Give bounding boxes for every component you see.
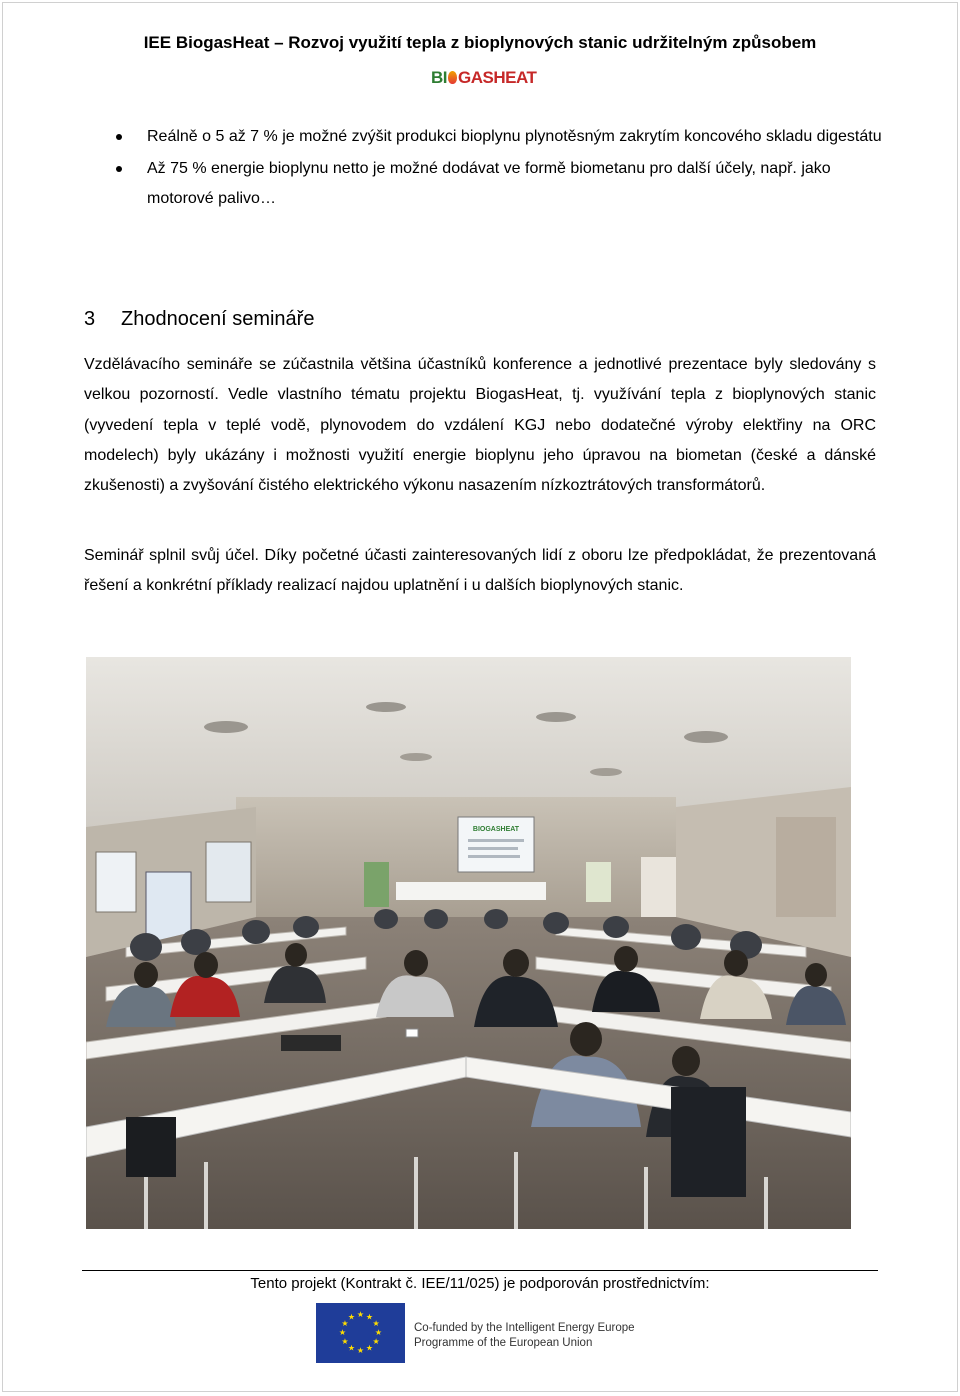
svg-text:★: ★	[372, 1319, 380, 1328]
seminar-photo	[86, 657, 851, 1229]
section-title: Zhodnocení semináře	[121, 308, 315, 330]
screen-logo: BIOGASHEAT	[472, 826, 520, 833]
logo-text-bi: BI	[431, 68, 447, 87]
flame-icon	[448, 71, 457, 84]
paragraph: Seminář splnil svůj účel. Díky početné účasti zainteresovaných lidí z oboru lze předpokládat, že prezentovaná řešení a konkrétní příklady realizací najdou uplatnění i u dalších bioplynových stanic.	[84, 547, 876, 595]
bullet-icon	[116, 134, 122, 140]
eu-text-line-1: Co-funded by the Intelligent Energy Europe	[414, 1322, 635, 1334]
footer-divider	[82, 1270, 878, 1271]
svg-text:★: ★	[338, 1328, 347, 1337]
section-number: 3	[84, 308, 96, 330]
svg-text:★: ★	[356, 1346, 365, 1355]
bullet-icon	[116, 166, 122, 172]
footer-text: Tento projekt (Kontrakt č. IEE/11/025) je podporován prostřednictvím:	[250, 1275, 710, 1292]
svg-text:★: ★	[356, 1310, 365, 1319]
svg-text:★: ★	[347, 1343, 356, 1353]
eu-text-line-2: Programme of the European Union	[414, 1337, 593, 1349]
svg-text:★: ★	[365, 1312, 374, 1322]
eu-cofunding-text	[414, 1321, 635, 1351]
biogasheat-logo	[431, 68, 541, 92]
list-item	[112, 122, 882, 152]
svg-text:★: ★	[341, 1337, 349, 1346]
svg-text:★: ★	[372, 1337, 380, 1346]
list-item-text: Až 75 % energie bioplynu netto je možné dodávat ve formě biometanu pro další účely, např. jako motorové palivo…	[147, 160, 831, 207]
eu-stars-icon	[316, 1303, 405, 1363]
logo-text-gas: GAS	[458, 68, 494, 87]
svg-text:★: ★	[347, 1312, 356, 1322]
seminar-room-illustration	[86, 657, 851, 1229]
document-header-title: IEE BiogasHeat – Rozvoj využití tepla z bioplynových stanic udržitelným způsobem	[143, 33, 817, 52]
list-item	[112, 154, 882, 214]
eu-flag-icon	[316, 1303, 405, 1363]
list-item-text: Reálně o 5 až 7 % je možné zvýšit produkci bioplynu plynotěsným zakrytím koncového skladu digestátu	[147, 128, 882, 145]
logo-text-heat: HEAT	[493, 68, 537, 87]
svg-text:★: ★	[374, 1328, 383, 1337]
bullet-list	[112, 122, 882, 216]
svg-text:★: ★	[365, 1343, 374, 1353]
paragraph: Vzdělávacího semináře se zúčastnila většina účastníků konference a jednotlivé prezentace byly sledovány s velkou pozorností. Vedle vlastního tématu projektu BiogasHeat, tj. využívání tepla z bioplynových stanic (vyvedení tepla v teplé vodě, plynovodem do vzdálení KGJ nebo dodatečné výroby elektřiny na ORC modelech) byly ukázány i možnosti využití energie bioplynu jeho úpravou na biometan (české a dánské zkušenosti) a zvyšování čistého elektrického výkonu nasazením nízkoztrátových transformátorů.	[84, 356, 876, 495]
svg-text:★: ★	[341, 1319, 349, 1328]
section-heading	[84, 308, 314, 331]
